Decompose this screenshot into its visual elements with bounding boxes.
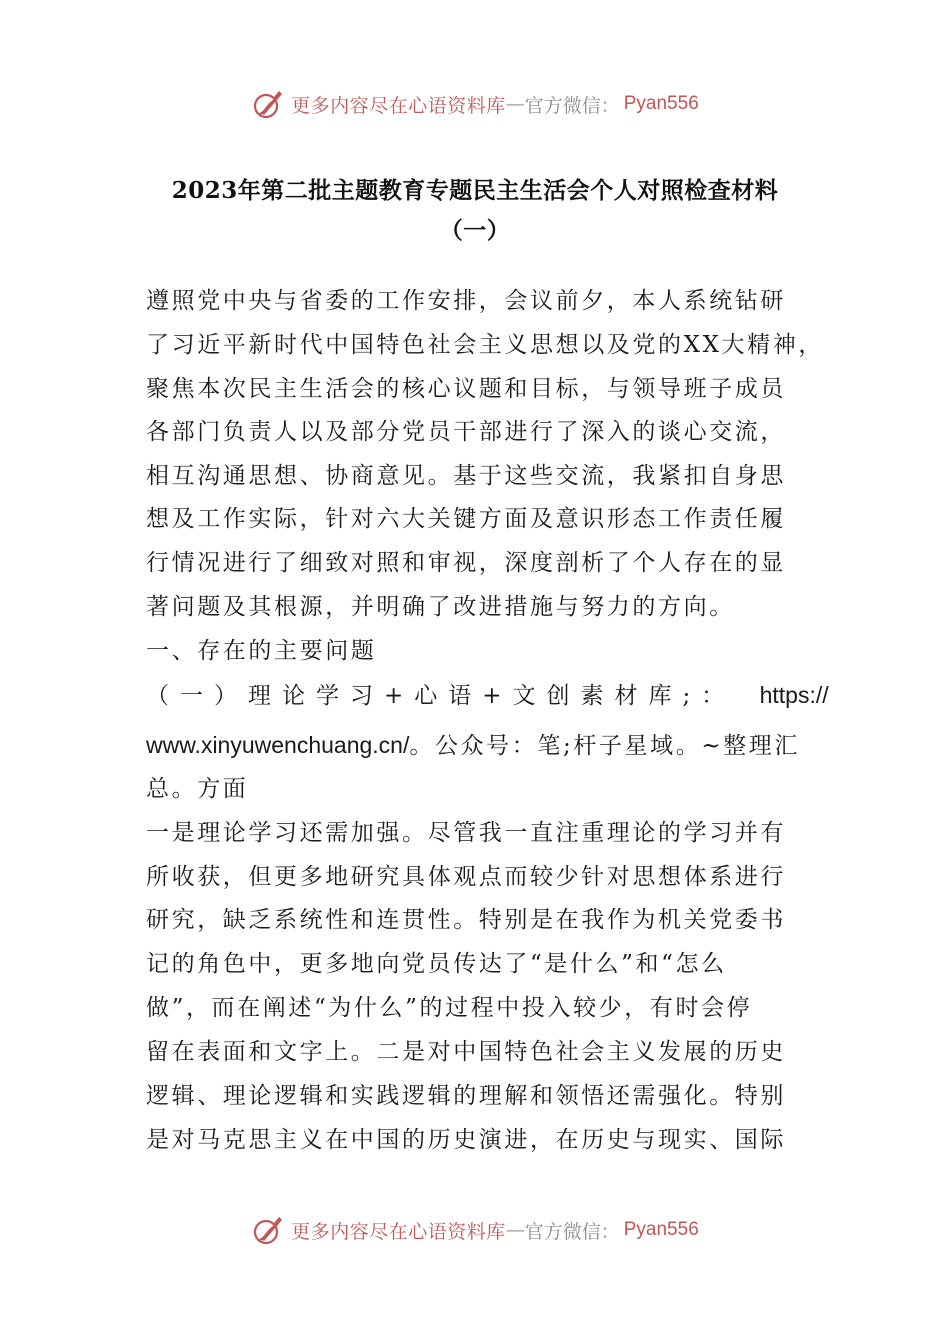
paragraph-line: 著问题及其根源，并明确了改进措施与努力的方向。 xyxy=(146,594,735,620)
subsection-heading-cont xyxy=(146,728,800,762)
watermark-separator: — xyxy=(505,93,525,115)
quill-pen-circle-icon xyxy=(251,1213,285,1247)
paragraph-line: 记的角色中，更多地向党员传达了“是什么”和“怎么 xyxy=(146,951,727,977)
watermark-separator: — xyxy=(505,1219,525,1241)
quill-pen-circle-icon xyxy=(251,87,285,121)
paragraph-line: 做”，而在阐述“为什么”的过程中投入较少，有时会停 xyxy=(146,995,753,1021)
paragraph-line: 研究，缺乏系统性和连贯性。特别是在我作为机关党委书 xyxy=(146,907,786,933)
watermark-wechat-id: Pyan556 xyxy=(623,93,699,114)
footer-watermark xyxy=(0,1210,950,1250)
website-url: www.xinyuwenchuang.cn/ xyxy=(146,732,410,758)
paragraph-line: 留在表面和文字上。二是对中国特色社会主义发展的历史 xyxy=(146,1039,786,1065)
section-heading: 一、存在的主要问题 xyxy=(146,638,377,664)
subsection-heading-end: 总。方面 xyxy=(146,776,249,802)
paragraph-line: 所收获，但更多地研究具体观点而较少针对思想体系进行 xyxy=(146,864,786,890)
paragraph-line: 是对马克思主义在中国的历史演进，在历史与现实、国际 xyxy=(146,1127,786,1153)
subsection-heading xyxy=(146,678,829,712)
watermark-wechat-id: Pyan556 xyxy=(623,1219,699,1240)
paragraph-line: 相互沟通思想、协商意见。基于这些交流，我紧扣自身思 xyxy=(146,463,786,489)
subsection-heading-text: （一）理论学习+心语+文创素材库;： xyxy=(146,683,736,709)
paragraph-line: 聚焦本次民主生活会的核心议题和目标，与领导班子成员 xyxy=(146,376,786,402)
document-title: 2023年第二批主题教育专题民主生活会个人对照检查材料 xyxy=(171,177,779,204)
paragraph-line: 遵照党中央与省委的工作安排，会议前夕，本人系统钻研 xyxy=(146,288,786,314)
document-title-number: （一） xyxy=(439,217,511,244)
paragraph-line: 了习近平新时代中国特色社会主义思想以及党的XX大精神， xyxy=(146,332,824,358)
url-prefix: https:// xyxy=(759,682,829,708)
paragraph-line: 逻辑、理论逻辑和实践逻辑的理解和领悟还需强化。特别 xyxy=(146,1083,786,1109)
subsection-heading-text-2: 。公众号：笔;杆子星域。~整理汇 xyxy=(409,733,800,759)
paragraph-line: 想及工作实际，针对六大关键方面及意识形态工作责任履 xyxy=(146,506,786,532)
watermark-wechat-label: 官方微信： xyxy=(524,94,620,117)
watermark-text: 更多内容尽在心语资料库 xyxy=(291,94,506,117)
watermark-wechat-label: 官方微信： xyxy=(524,1220,620,1243)
watermark-text: 更多内容尽在心语资料库 xyxy=(291,1220,506,1243)
paragraph-line: 一是理论学习还需加强。尽管我一直注重理论的学习并有 xyxy=(146,820,786,846)
header-watermark xyxy=(0,84,950,124)
paragraph-line: 各部门负责人以及部分党员干部进行了深入的谈心交流， xyxy=(146,419,786,445)
paragraph-line: 行情况进行了细致对照和审视，深度剖析了个人存在的显 xyxy=(146,550,786,576)
